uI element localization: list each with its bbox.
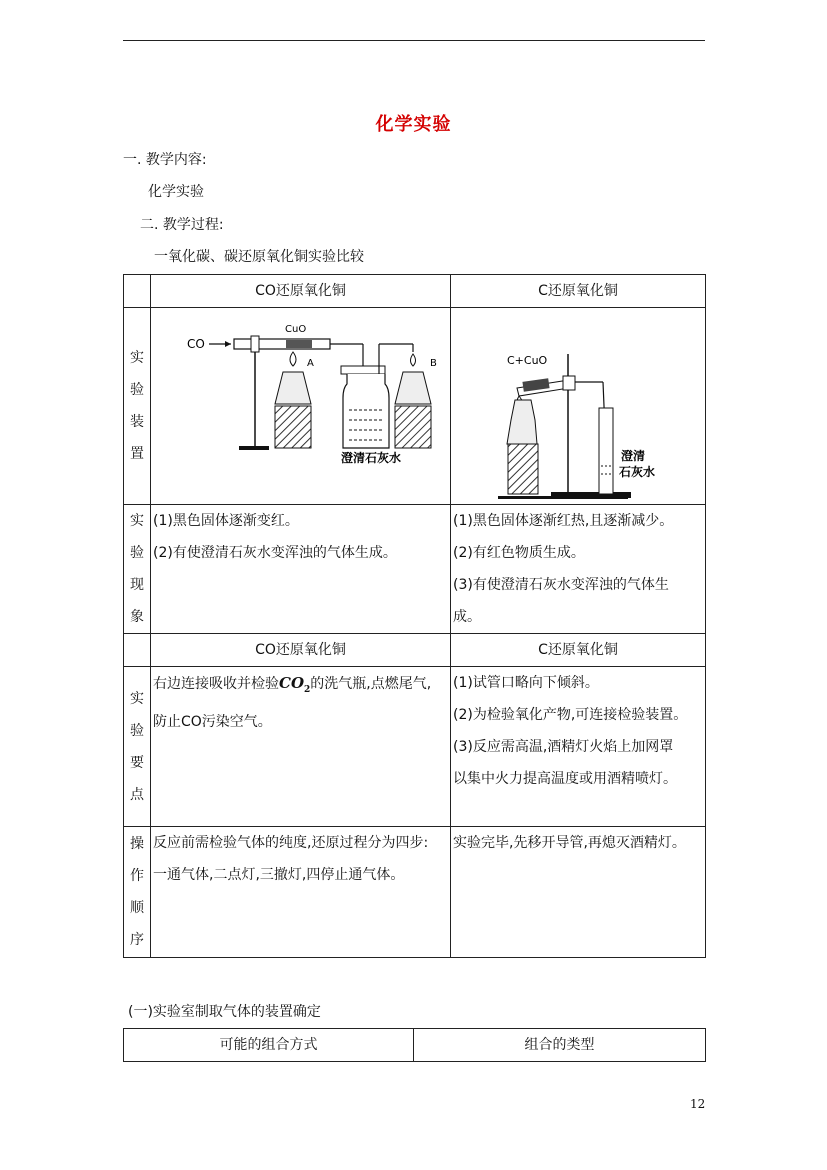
table-row-keypoints [124, 667, 706, 827]
header-possible-combination: 可能的组合方式 [124, 1029, 414, 1062]
phenomenon-co-line: (1)黑色固体逐渐变红。 [153, 513, 299, 529]
subheader-c-reduction: C还原氧化铜 [451, 634, 706, 667]
apparatus-combination-table [123, 1028, 706, 1062]
c-reduction-apparatus-diagram [451, 308, 706, 504]
table2-header-row [124, 1029, 706, 1062]
label-burner-b: B [430, 358, 437, 369]
phenomenon-c-line: (3)有使澄清石灰水变浑浊的气体生 [453, 577, 669, 593]
row-label-char: 顺 [130, 900, 144, 916]
label-c-cuo: C+CuO [507, 354, 548, 367]
label-co: CO [187, 337, 205, 351]
keypoints-c-line: 以集中火力提高温度或用酒精喷灯。 [453, 771, 677, 787]
phenomenon-c-cell [451, 505, 706, 634]
keypoints-co-cell [151, 667, 451, 827]
label-cuo: CuO [285, 324, 307, 335]
label-burner-a: A [307, 358, 314, 369]
label-limewater-2: 石灰水 [619, 465, 656, 479]
row-label-char: 验 [130, 722, 144, 739]
section-2-heading: 二. 教学过程: [140, 217, 224, 233]
row-label-char: 现 [130, 577, 144, 593]
phenomenon-co-cell [151, 505, 451, 634]
subheader-co-reduction: CO还原氧化铜 [151, 634, 451, 667]
keypoints-co-line: 防止CO污染空气。 [153, 714, 272, 730]
order-c-cell [451, 827, 706, 958]
keypoints-c-cell [451, 667, 706, 827]
row-label-char: 象 [130, 609, 144, 625]
phenomenon-c-line: (1)黑色固体逐渐红热,且逐渐减少。 [453, 513, 674, 529]
page-number: 12 [690, 1097, 706, 1111]
row-label-char: 实 [130, 513, 144, 529]
section-1-heading: 一. 教学内容: [123, 152, 207, 168]
apparatus-c-cell [451, 308, 706, 505]
row-label-char: 置 [130, 446, 144, 462]
label-limewater-1: 澄清 [621, 449, 646, 463]
table-subheader-row [124, 634, 706, 667]
row-label-apparatus [124, 308, 151, 505]
order-co-line: 反应前需检验气体的纯度,还原过程分为四步: [153, 835, 429, 851]
section-1-body: 化学实验 [148, 184, 204, 200]
row-label-char: 验 [130, 382, 144, 398]
row-label-char: 实 [130, 690, 144, 707]
comparison-caption: 一氧化碳、碳还原氧化铜实验比较 [154, 249, 364, 265]
page-title: 化学实验 [375, 114, 452, 135]
header-combination-type: 组合的类型 [414, 1029, 706, 1062]
order-co-line: 一通气体,二点灯,三撤灯,四停止通气体。 [153, 867, 405, 883]
table-row-phenomenon [124, 505, 706, 634]
row-label-char: 作 [130, 868, 144, 884]
header-c-reduction: C还原氧化铜 [451, 275, 706, 308]
table-row-apparatus [124, 308, 706, 505]
corner-cell [124, 275, 151, 308]
keypoints-c-line: (3)反应需高温,酒精灯火焰上加网罩 [453, 739, 674, 755]
comparison-table [123, 274, 706, 958]
keypoints-co-line: 右边连接吸收并检验$CO_2$的洗气瓶,点燃尾气, [153, 674, 432, 695]
header-co-reduction: CO还原氧化铜 [151, 275, 451, 308]
section-3-heading: (一)实验室制取气体的装置确定 [128, 1004, 321, 1020]
co-reduction-apparatus-diagram [151, 308, 451, 504]
row-label-order [124, 827, 151, 958]
row-label-char: 操 [130, 836, 144, 852]
row-label-char: 要 [130, 754, 144, 771]
table-header-row [124, 275, 706, 308]
row-label-char: 验 [130, 545, 144, 561]
keypoints-c-line: (1)试管口略向下倾斜。 [453, 675, 599, 691]
header-rule [123, 40, 705, 41]
label-limewater: 澄清石灰水 [341, 451, 402, 465]
row-label-char: 实 [130, 350, 144, 366]
row-label-char: 序 [130, 932, 144, 948]
order-co-cell [151, 827, 451, 958]
table-row-order [124, 827, 706, 958]
order-c-line: 实验完毕,先移开导管,再熄灭酒精灯。 [453, 835, 686, 851]
phenomenon-co-line: (2)有使澄清石灰水变浑浊的气体生成。 [153, 545, 397, 561]
row-label-keypoints [124, 667, 151, 827]
phenomenon-c-line: 成。 [453, 609, 481, 625]
row-label-char: 装 [130, 414, 144, 430]
keypoints-c-line: (2)为检验氧化产物,可连接检验装置。 [453, 707, 688, 723]
apparatus-co-cell [151, 308, 451, 505]
row-label-phenomenon [124, 505, 151, 634]
corner-cell-2 [124, 634, 151, 667]
row-label-char: 点 [130, 786, 144, 803]
phenomenon-c-line: (2)有红色物质生成。 [453, 545, 585, 561]
co2-formula: $CO_2$ [279, 674, 311, 695]
